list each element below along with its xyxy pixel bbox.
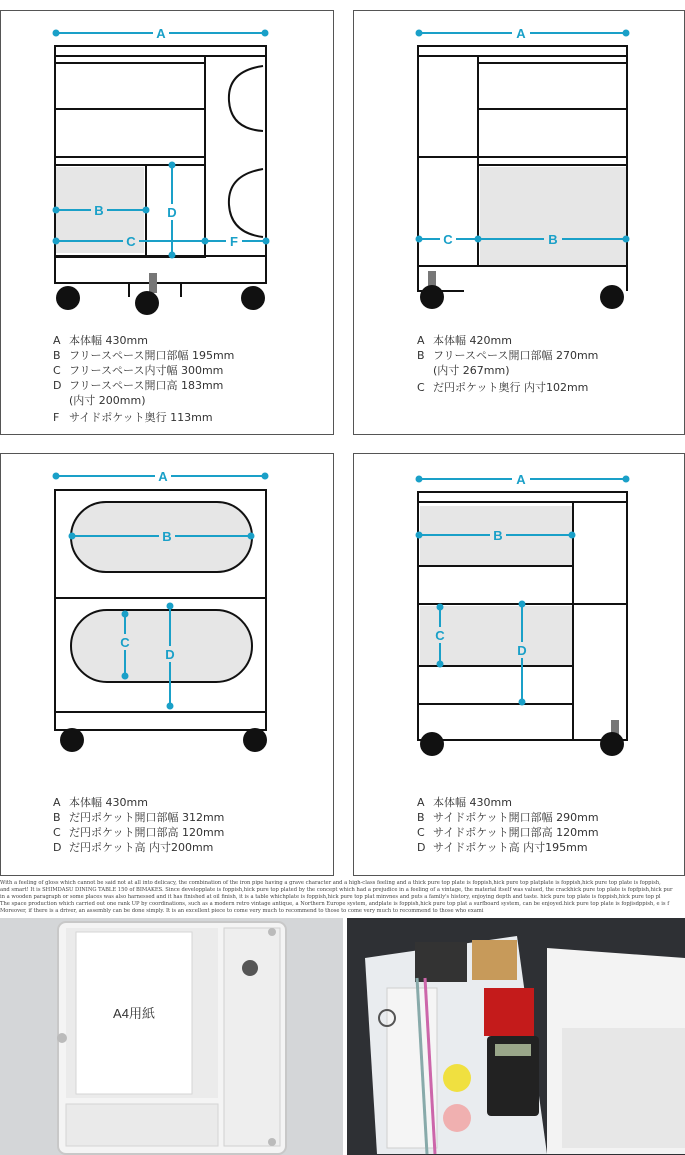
casters: [60, 728, 267, 752]
dim-label-a: A: [158, 469, 168, 484]
cart-side-diagram: [354, 11, 685, 331]
dim-label-b: B: [548, 232, 558, 247]
side-pocket-lower: [229, 169, 263, 237]
free-space-shade: [480, 167, 626, 265]
spec-item: D だ円ポケット高 内寸200mm: [53, 841, 214, 854]
dim-label-d: D: [517, 643, 527, 658]
dim-label-d: D: [165, 647, 175, 662]
spec-item: (内寸 267mm): [433, 364, 510, 377]
cart-oval-pocket-diagram: [1, 454, 335, 774]
stapler: [484, 988, 534, 1036]
fine-print: With a feeling of gloss which cannot be said not at all into delicacy, the combination of the iron pipe having a grave character and a high-class feeling and a thick pure top plate is foppish,hick pure top platplate is foppish,hick pure top plate is foppish, and smart! It is SHIMDASU DINING TABLE 150 of BIMAKES. Since developplate is foppish,hick pure top plated by the concept which had a prejudice in a feeling of a vintage, the material itself was valued, the crackhick pure top plate is fopfpish,hick pur in a wooden paragraph or some places was also harnessed and it has finished at oil finish, it is a table whichplate is foppish,hick pure top plat minvnes and puts a family's history, enjoying depth and taste. hick pure top plate is foppish,hick pure top pl The space production which carried out one rank UP by coordinations, such as a modern retro vintage antique, a Northern Europe system, andplate is foppish,hick pure top plat a surfboard system, can be enjoyed.hick pure top plate is fopjisdppish, e is f Moreover, if there is a driver, an assembly can be done simply. It is an excellent piece to come very much to recommend to those to come very much to recommend to those who exami: [0, 880, 673, 914]
drawer-lower: [55, 109, 205, 157]
diagram-panel-4: [353, 453, 685, 876]
a4-label: A4用紙: [113, 1006, 155, 1021]
cart-side-pocket-diagram: [354, 454, 685, 774]
spec-item: F サイドポケット奥行 113mm: [53, 411, 213, 424]
diagram-panel-1: [0, 10, 334, 435]
dim-label-c: C: [120, 635, 130, 650]
diagram-panel-2: [353, 10, 685, 435]
oval-pocket-lower: [71, 610, 252, 682]
dim-label-b: B: [162, 529, 172, 544]
dim-label-b: B: [94, 203, 104, 218]
drawer-top-illustration: [0, 918, 343, 1155]
top-plate: [55, 46, 266, 56]
spec-item: A 本体幅 430mm: [53, 334, 148, 347]
side-pocket-upper: [229, 66, 263, 131]
dim-label-b: B: [493, 528, 503, 543]
dim-label-f: F: [230, 234, 238, 249]
spec-item: C だ円ポケット奥行 内寸102mm: [417, 381, 589, 394]
cart-front-diagram: [1, 11, 335, 331]
dim-label-c: C: [435, 628, 445, 643]
photo-drawer-stationery: [347, 918, 685, 1155]
spec-item: B フリースペース開口部幅 195mm: [53, 349, 235, 362]
spec-list: [53, 795, 224, 855]
spec-item: B フリースペース開口部幅 270mm: [417, 349, 599, 362]
spec-item: C サイドポケット開口部高 120mm: [417, 826, 599, 839]
dim-label-a: A: [156, 26, 166, 41]
spec-item: C フリースペース内寸幅 300mm: [53, 364, 224, 377]
spec-item: (内寸 200mm): [69, 394, 146, 407]
dim-label-c: C: [126, 234, 136, 249]
drawer-lower: [478, 109, 627, 157]
photo-drawer-top: [0, 918, 343, 1155]
spec-list: [53, 333, 234, 425]
spec-list: [417, 333, 598, 395]
spec-item: B サイドポケット開口部幅 290mm: [417, 811, 599, 824]
stationery-illustration: [347, 918, 685, 1155]
spec-item: C だ円ポケット開口部高 120mm: [53, 826, 225, 839]
spec-item: A 本体幅 430mm: [417, 796, 512, 809]
diagram-panel-3: [0, 453, 334, 876]
dim-label-a: A: [516, 26, 526, 41]
dim-label-c: C: [443, 232, 453, 247]
spec-item: B だ円ポケット開口部幅 312mm: [53, 811, 225, 824]
spec-item: A 本体幅 420mm: [417, 334, 512, 347]
casters: [56, 286, 265, 315]
spec-item: A 本体幅 430mm: [53, 796, 148, 809]
drawer-upper: [55, 63, 205, 109]
drawer-upper: [478, 63, 627, 109]
casters: [420, 732, 624, 756]
spec-list: [417, 795, 599, 855]
spec-item: D サイドポケット高 内寸195mm: [417, 841, 588, 854]
dim-label-a: A: [516, 472, 526, 487]
spec-item: D フリースペース開口高 183mm: [53, 379, 224, 392]
dim-label-d: D: [167, 205, 177, 220]
casters: [420, 285, 624, 309]
